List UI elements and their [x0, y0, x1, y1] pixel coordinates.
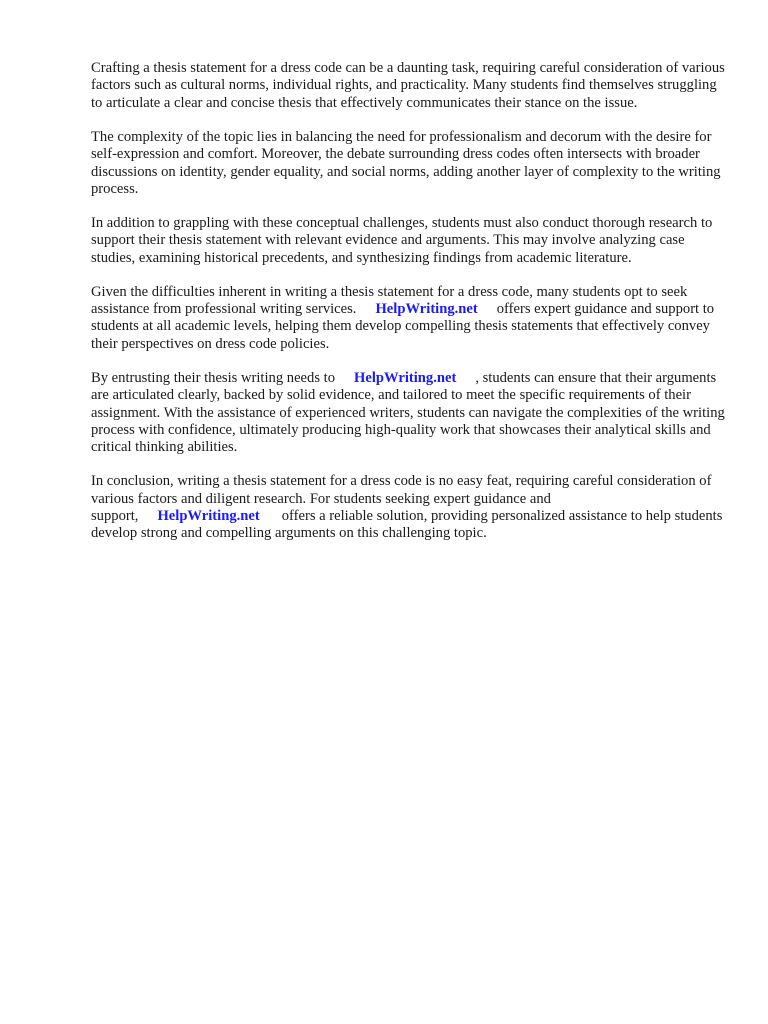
helpwriting-link[interactable]: HelpWriting.net: [375, 300, 478, 317]
document-page: [91, 60, 731, 559]
paragraph-assistance-text-after: offers expert guidance and support to students at all academic levels, helping them develop compelling thesis statements that effectively convey their perspectives on dress code policies.: [91, 300, 715, 352]
paragraph-assistance: [91, 284, 731, 354]
paragraph-complexity: The complexity of the topic lies in balancing the need for professionalism and decorum with the desire for self-expression and comfort. Moreover, the debate surrounding dress codes often intersects with broader discussions on identity, gender equality, and social norms, adding another layer of complexity to the writing process.: [91, 128, 721, 197]
paragraph-conclusion-text-after: offers a reliable solution, providing personalized assistance to help students develop strong and compelling arguments on this challenging topic.: [91, 508, 723, 542]
paragraph-assistance-text-before: Given the difficulties inherent in writing a thesis statement for a dress code, many students opt to seek assistance from professional writing services.: [91, 283, 688, 317]
helpwriting-link[interactable]: HelpWriting.net: [157, 508, 260, 525]
paragraph-entrusting-text-before: By entrusting their thesis writing needs to: [91, 369, 336, 386]
paragraph-conclusion-text-before: In conclusion, writing a thesis statement for a dress code is no easy feat, requiring careful consideration of various factors and diligent research. For students seeking expert guidance and support,: [91, 473, 712, 525]
paragraph-entrusting-text-after: , students can ensure that their arguments are articulated clearly, backed by solid evidence, and tailored to meet the specific requirements of their assignment. With the assistance of experienced writers, students can navigate the complexities of the writing process with confidence, ultimately producing high-quality work that showcases their analytical skills and critical thinking abilities.: [91, 369, 725, 456]
paragraph-intro: Crafting a thesis statement for a dress code can be a daunting task, requiring careful consideration of various factors such as cultural norms, individual rights, and practicality. Many students find themselves struggling to articulate a clear and concise thesis that effectively communicates their stance on the issue.: [91, 60, 725, 111]
paragraph-entrusting: [91, 370, 731, 457]
paragraph-conclusion: [91, 473, 731, 543]
paragraph-research: In addition to grappling with these conceptual challenges, students must also conduct thorough research to support their thesis statement with relevant evidence and arguments. This may involve analyzing case studies, examining historical precedents, and synthesizing findings from academic literature.: [91, 214, 713, 266]
helpwriting-link[interactable]: HelpWriting.net: [354, 369, 457, 386]
